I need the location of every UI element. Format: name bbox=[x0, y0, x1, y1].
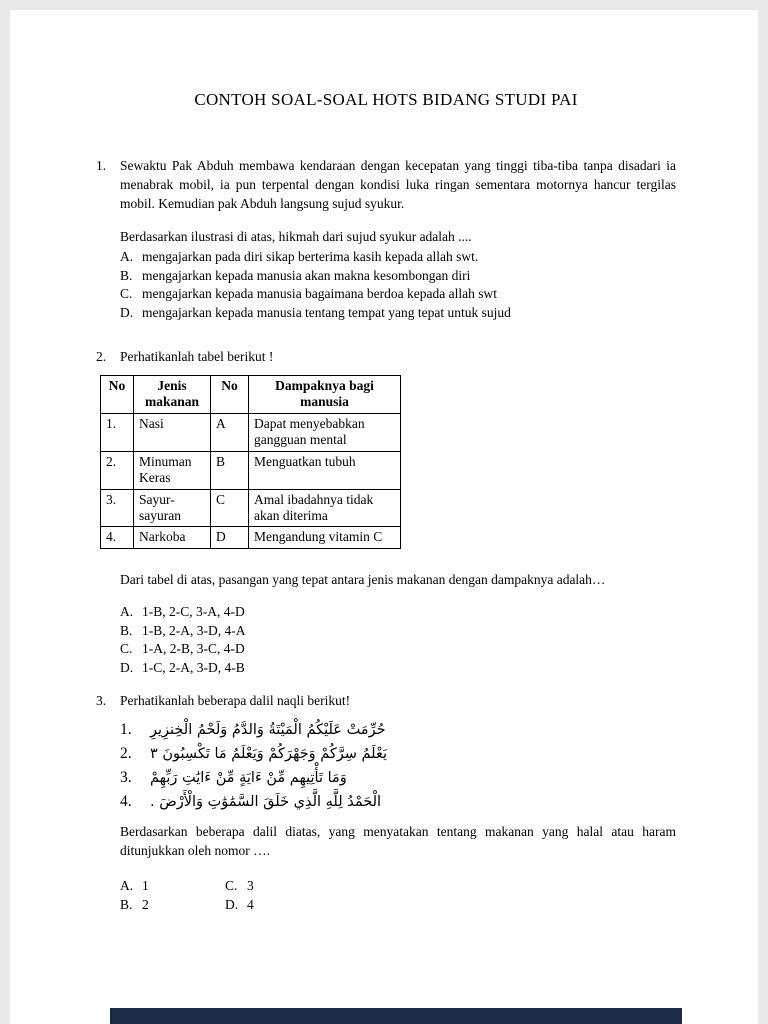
question-3-prompt: Berdasarkan beberapa dalil diatas, yang menyatakan tentang makanan yang halal atau haram ditunjukkan oleh nomor …. bbox=[120, 824, 676, 858]
dalil-arabic-text: حُرِّمَتْ عَلَيْكُمُ الْمَيْتَةُ وَالدَّمُ وَلَحْمُ الْخِنزِيرِ bbox=[150, 722, 386, 739]
question-2 bbox=[96, 348, 676, 677]
dalil-number: 1. bbox=[120, 721, 132, 739]
question-3-intro: Perhatikanlah beberapa dalil naqli berikut! bbox=[120, 692, 351, 708]
option-text: 1-B, 2-A, 3-D, 4-A bbox=[142, 622, 246, 638]
option-label: B. bbox=[120, 267, 133, 283]
table-cell: Mengandung vitamin C bbox=[249, 527, 401, 549]
option-text: mengajarkan pada diri sikap berterima kasih kepada allah swt. bbox=[142, 248, 479, 264]
table-cell: Amal ibadahnya tidak akan diterima bbox=[249, 489, 401, 527]
option-label: A. bbox=[120, 248, 134, 264]
option-label: A. bbox=[120, 878, 134, 894]
option-text: mengajarkan kepada manusia bagaimana berdoa kepada allah swt bbox=[142, 286, 497, 302]
question-2-number: 2. bbox=[96, 349, 107, 365]
dalil-arabic-text: يَعْلَمُ سِرَّكُمْ وَجَهْرَكُمْ وَيَعْلَمُ مَا تَكْسِبُونَ ٣ bbox=[150, 746, 388, 763]
question-3-number: 3. bbox=[96, 692, 107, 708]
table-cell: C bbox=[211, 489, 249, 527]
option-text: 3 bbox=[247, 878, 254, 894]
option-text: 1-C, 2-A, 3-D, 4-B bbox=[142, 659, 245, 675]
option-text: 2 bbox=[142, 897, 149, 913]
dalil-arabic-text: الْحَمْدُ لِلَّهِ الَّذِي خَلَقَ السَّمَٰوَٰتِ وَالْأَرْضَ . bbox=[150, 794, 382, 811]
dalil-item bbox=[120, 742, 676, 766]
food-impact-table bbox=[100, 375, 401, 549]
question-1 bbox=[96, 157, 676, 322]
dalil-item bbox=[120, 766, 676, 790]
option-text: mengajarkan kepada manusia tentang tempat yang tepat untuk sujud bbox=[142, 304, 511, 320]
table-cell: Minuman Keras bbox=[134, 451, 211, 489]
question-2-intro: Perhatikanlah tabel berikut ! bbox=[120, 349, 274, 365]
table-cell: Sayur-sayuran bbox=[134, 489, 211, 527]
option-row bbox=[120, 285, 676, 304]
table-cell: Dapat menyebabkan gangguan mental bbox=[249, 413, 401, 451]
question-1-prompt: Berdasarkan ilustrasi di atas, hikmah dari sujud syukur adalah .... bbox=[120, 229, 472, 245]
question-2-options bbox=[120, 603, 676, 678]
option-row bbox=[120, 248, 676, 267]
option-row bbox=[120, 267, 676, 286]
document-title: CONTOH SOAL-SOAL HOTS BIDANG STUDI PAI bbox=[194, 90, 578, 109]
table-cell: Narkoba bbox=[134, 527, 211, 549]
option-text: 1-A, 2-B, 3-C, 4-D bbox=[142, 641, 245, 657]
option-row bbox=[120, 304, 676, 323]
option-label: D. bbox=[120, 659, 134, 675]
question-1-number: 1. bbox=[96, 158, 107, 174]
table-header-dampak: Dampaknya bagi manusia bbox=[249, 376, 401, 414]
table-header-jenis-makanan: Jenis makanan bbox=[134, 376, 211, 414]
question-1-options bbox=[120, 248, 676, 323]
table-header-no1: No bbox=[101, 376, 134, 414]
table-cell: 2. bbox=[101, 451, 134, 489]
viewer-bottom-bar bbox=[110, 1008, 682, 1024]
option-row bbox=[120, 640, 676, 659]
document-content bbox=[10, 10, 758, 915]
table-cell: 1. bbox=[101, 413, 134, 451]
document-page bbox=[10, 10, 758, 1024]
option-row bbox=[120, 622, 676, 641]
dalil-item bbox=[120, 718, 676, 742]
option-label: C. bbox=[225, 878, 238, 894]
dalil-list bbox=[120, 718, 676, 814]
dalil-number: 4. bbox=[120, 793, 132, 811]
option-row bbox=[120, 659, 676, 678]
dalil-number: 3. bbox=[120, 769, 132, 787]
table-row bbox=[101, 527, 401, 549]
option-row bbox=[120, 603, 676, 622]
option-text: 4 bbox=[247, 897, 254, 913]
table-cell: Nasi bbox=[134, 413, 211, 451]
option-label: B. bbox=[120, 897, 133, 913]
table-row bbox=[101, 413, 401, 451]
table-row bbox=[101, 451, 401, 489]
table-row bbox=[101, 489, 401, 527]
table-cell: 4. bbox=[101, 527, 134, 549]
option-row bbox=[120, 896, 676, 915]
option-label: D. bbox=[120, 304, 134, 320]
option-text: 1 bbox=[142, 878, 149, 894]
question-3-options bbox=[120, 877, 676, 915]
question-2-prompt: Dari tabel di atas, pasangan yang tepat antara jenis makanan dengan dampaknya adalah… bbox=[120, 572, 606, 588]
table-header-no2: No bbox=[211, 376, 249, 414]
dalil-number: 2. bbox=[120, 745, 132, 763]
table-cell: D bbox=[211, 527, 249, 549]
option-label: B. bbox=[120, 622, 133, 638]
option-label: C. bbox=[120, 641, 133, 657]
table-header-row bbox=[101, 376, 401, 414]
table-cell: 3. bbox=[101, 489, 134, 527]
option-label: A. bbox=[120, 604, 134, 619]
table-cell: A bbox=[211, 413, 249, 451]
table-cell: Menguatkan tubuh bbox=[249, 451, 401, 489]
option-text: mengajarkan kepada manusia akan makna kesombongan diri bbox=[142, 267, 471, 283]
option-label: D. bbox=[225, 897, 239, 913]
dalil-item bbox=[120, 790, 676, 814]
question-3 bbox=[96, 692, 676, 916]
option-row bbox=[120, 877, 676, 896]
option-label: C. bbox=[120, 286, 133, 302]
table-cell: B bbox=[211, 451, 249, 489]
dalil-arabic-text: وَمَا تَأْتِيهِم مِّنْ ءَايَةٍ مِّنْ ءَايَٰتِ رَبِّهِمْ bbox=[150, 770, 347, 787]
option-text: 1-B, 2-C, 3-A, 4-D bbox=[142, 604, 245, 619]
question-1-intro: Sewaktu Pak Abduh membawa kendaraan dengan kecepatan yang tinggi tiba-tiba tanpa disadari ia menabrak mobil, ia pun terpental dengan kondisi luka ringan sementara motornya hancur tergilas mobil. Kemudian pak Abduh langsung sujud syukur. bbox=[120, 158, 676, 211]
